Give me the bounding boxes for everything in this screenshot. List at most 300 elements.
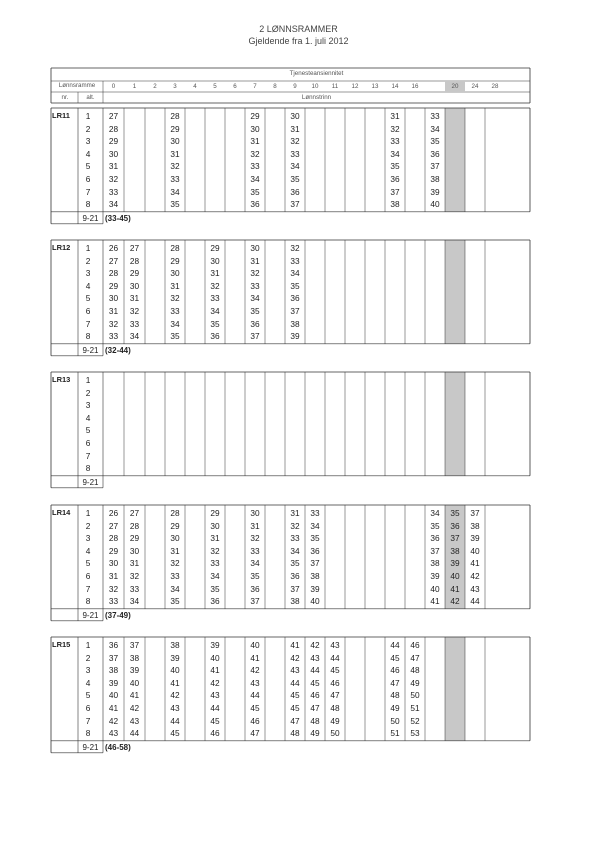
alt-number: 7 (85, 715, 91, 726)
salary-step-cell: 34 (290, 161, 300, 172)
salary-step-cell: 32 (290, 520, 300, 531)
salary-step-cell: 26 (108, 243, 119, 253)
header-year-19: 28 (491, 83, 499, 90)
salary-step-cell: 28 (129, 255, 140, 266)
salary-step-cell: 43 (210, 690, 220, 701)
salary-step-cell: 35 (310, 533, 320, 544)
salary-step-cell: 45 (290, 690, 300, 701)
salary-step-cell: 44 (390, 640, 400, 650)
salary-step-cell: 36 (390, 174, 400, 184)
salary-step-cell: 32 (108, 583, 119, 594)
salary-step-cell: 34 (170, 186, 180, 197)
salary-step-cell: 50 (330, 728, 340, 739)
salary-step-cell: 36 (108, 640, 119, 650)
salary-step-cell: 30 (290, 111, 300, 121)
salary-step-cell: 41 (250, 652, 260, 663)
salary-step-cell: 31 (290, 123, 300, 134)
salary-step-cell: 38 (310, 571, 320, 581)
alt-number: 4 (85, 545, 91, 556)
alt-number: 2 (85, 123, 91, 134)
salary-step-cell: 40 (470, 545, 480, 556)
salary-step-cell: 39 (430, 571, 440, 581)
salary-step-cell: 42 (290, 652, 300, 663)
salary-step-cell: 29 (170, 123, 180, 134)
salary-step-cell: 33 (250, 280, 260, 291)
salary-step-cell: 32 (129, 306, 140, 316)
salary-step-cell: 37 (430, 545, 440, 556)
alt-number: 7 (85, 450, 91, 461)
salary-step-cell: 42 (470, 571, 480, 581)
alt-number: 8 (85, 728, 91, 739)
salary-step-cell: 32 (170, 161, 180, 172)
salary-step-cell: 31 (210, 268, 220, 279)
salary-step-cell: 32 (210, 545, 220, 556)
salary-step-cell: 37 (250, 331, 260, 342)
salary-step-cell: 31 (129, 558, 140, 569)
salary-step-cell: 36 (250, 583, 260, 594)
alt-number: 5 (85, 558, 91, 569)
salary-step-cell: 35 (250, 306, 260, 316)
alt-number: 3 (85, 665, 91, 676)
salary-step-cell: 29 (170, 520, 180, 531)
salary-step-cell: 34 (129, 331, 140, 342)
alt-number: 6 (85, 703, 91, 713)
alt-number: 5 (85, 425, 91, 436)
salary-step-cell: 34 (170, 583, 180, 594)
salary-step-cell: 32 (290, 243, 300, 253)
salary-step-cell: 44 (210, 703, 220, 713)
range-label: 9-21 (82, 345, 99, 355)
salary-step-cell: 35 (430, 520, 440, 531)
salary-step-cell: 46 (210, 728, 220, 739)
alt-number: 7 (85, 186, 91, 197)
header-year-3: 3 (173, 83, 177, 90)
salary-step-cell: 35 (170, 331, 180, 342)
salary-step-cell: 37 (290, 306, 300, 316)
salary-step-cell: 51 (390, 728, 400, 739)
salary-step-cell: 43 (330, 640, 340, 650)
salary-step-cell: 47 (310, 703, 320, 713)
salary-step-cell: 35 (290, 174, 300, 184)
salary-step-cell: 33 (290, 255, 300, 266)
salary-step-cell: 52 (410, 715, 420, 726)
salary-step-cell: 46 (390, 665, 400, 676)
salary-step-cell: 35 (210, 318, 220, 329)
salary-step-cell: 34 (290, 545, 300, 556)
header-lonnstrinn: Lønnstrinn (301, 94, 332, 101)
salary-step-cell: 38 (430, 558, 440, 569)
salary-step-cell: 45 (170, 728, 180, 739)
page-title: 2 LØNNSRAMMER (259, 24, 338, 34)
salary-step-cell: 38 (430, 174, 440, 184)
salary-step-cell: 36 (310, 545, 320, 556)
salary-step-cell: 48 (390, 690, 400, 701)
salary-step-cell: 41 (129, 690, 140, 701)
salary-step-cell: 35 (290, 558, 300, 569)
header-year-5: 5 (213, 83, 217, 90)
salary-step-cell: 27 (108, 255, 119, 266)
salary-step-cell: 36 (250, 199, 260, 210)
header-alt: alt. (86, 94, 95, 101)
block-name-LR14: LR14 (52, 508, 71, 517)
salary-step-cell: 41 (210, 665, 220, 676)
salary-step-cell: 37 (310, 558, 320, 569)
salary-step-cell: 44 (170, 715, 180, 726)
salary-step-cell: 34 (310, 520, 320, 531)
salary-step-cell: 33 (210, 558, 220, 569)
salary-step-cell: 50 (410, 690, 420, 701)
alt-number: 1 (85, 375, 91, 385)
alt-number: 4 (85, 677, 91, 688)
salary-step-cell: 33 (129, 318, 140, 329)
salary-step-cell: 47 (330, 690, 340, 701)
salary-step-cell: 38 (290, 596, 300, 607)
salary-step-cell: 45 (310, 677, 320, 688)
shaded-column (445, 372, 465, 476)
salary-step-cell: 35 (290, 280, 300, 291)
salary-step-cell: 45 (390, 652, 400, 663)
salary-step-cell: 43 (290, 665, 300, 676)
salary-step-cell: 31 (250, 520, 260, 531)
salary-step-cell: 31 (108, 161, 119, 172)
salary-step-cell: 46 (330, 677, 340, 688)
salary-step-cell: 31 (250, 255, 260, 266)
block-name-LR15: LR15 (52, 640, 71, 649)
salary-step-cell: 43 (470, 583, 480, 594)
alt-number: 2 (85, 255, 91, 266)
alt-number: 1 (85, 111, 91, 121)
range-label: 9-21 (82, 213, 99, 223)
salary-step-cell: 28 (170, 243, 180, 253)
salary-step-cell: 28 (108, 533, 119, 544)
salary-step-cell: 51 (410, 703, 420, 713)
salary-step-cell: 45 (290, 703, 300, 713)
alt-number: 4 (85, 148, 91, 159)
salary-step-cell: 37 (290, 583, 300, 594)
salary-step-cell: 31 (170, 280, 180, 291)
salary-step-cell: 49 (390, 703, 400, 713)
salary-step-cell: 33 (170, 571, 180, 581)
alt-number: 2 (85, 520, 91, 531)
salary-step-cell: 44 (330, 652, 340, 663)
salary-step-cell: 28 (108, 268, 119, 279)
salary-step-cell: 38 (450, 545, 460, 556)
salary-step-cell: 47 (390, 677, 400, 688)
salary-step-cell: 36 (290, 571, 300, 581)
salary-step-cell: 46 (250, 715, 260, 726)
salary-step-cell: 34 (250, 293, 260, 304)
salary-step-cell: 41 (470, 558, 480, 569)
salary-step-cell: 34 (250, 558, 260, 569)
salary-step-cell: 46 (410, 640, 420, 650)
salary-step-cell: 34 (210, 306, 220, 316)
alt-number: 1 (85, 640, 91, 650)
salary-step-cell: 35 (170, 199, 180, 210)
salary-step-cell: 35 (250, 571, 260, 581)
salary-step-cell: 30 (129, 545, 140, 556)
salary-step-cell: 36 (210, 331, 220, 342)
salary-step-cell: 38 (108, 665, 119, 676)
salary-step-cell: 40 (129, 677, 140, 688)
salary-step-cell: 39 (450, 558, 460, 569)
salary-step-cell: 37 (108, 652, 119, 663)
salary-step-cell: 30 (250, 508, 260, 518)
alt-number: 5 (85, 161, 91, 172)
salary-step-cell: 30 (170, 533, 180, 544)
salary-step-cell: 35 (210, 583, 220, 594)
alt-number: 6 (85, 306, 91, 316)
header-year-9: 9 (293, 83, 297, 90)
header-year-2: 2 (153, 83, 157, 90)
header-year-13: 13 (371, 83, 379, 90)
salary-step-cell: 37 (470, 508, 480, 518)
salary-step-cell: 32 (290, 136, 300, 147)
salary-step-cell: 42 (450, 596, 460, 607)
salary-step-cell: 53 (410, 728, 420, 739)
salary-step-cell: 42 (310, 640, 320, 650)
salary-step-cell: 39 (430, 186, 440, 197)
salary-step-cell: 34 (430, 508, 440, 518)
salary-step-cell: 31 (250, 136, 260, 147)
salary-step-cell: 30 (210, 520, 220, 531)
salary-step-cell: 33 (310, 508, 320, 518)
salary-step-cell: 32 (250, 148, 260, 159)
salary-step-cell: 35 (390, 161, 400, 172)
salary-step-cell: 48 (290, 728, 300, 739)
salary-step-cell: 37 (390, 186, 400, 197)
header-year-0: 0 (111, 83, 116, 90)
salary-step-cell: 37 (450, 533, 460, 544)
salary-step-cell: 42 (210, 677, 220, 688)
salary-step-cell: 28 (108, 123, 119, 134)
salary-step-cell: 38 (470, 520, 480, 531)
alt-number: 8 (85, 331, 91, 342)
salary-step-cell: 34 (290, 268, 300, 279)
salary-step-cell: 37 (250, 596, 260, 607)
salary-step-cell: 33 (170, 174, 180, 184)
salary-step-cell: 47 (410, 652, 420, 663)
alt-number: 5 (85, 690, 91, 701)
header-year-6: 6 (233, 83, 237, 90)
shaded-column (445, 240, 465, 344)
alt-number: 4 (85, 412, 91, 423)
salary-step-cell: 33 (170, 306, 180, 316)
salary-step-cell: 33 (108, 331, 119, 342)
salary-step-cell: 36 (430, 148, 440, 159)
salary-step-cell: 29 (210, 243, 220, 253)
salary-step-cell: 33 (390, 136, 400, 147)
salary-step-cell: 36 (450, 520, 460, 531)
range-value: (32-44) (105, 345, 131, 355)
salary-step-cell: 28 (170, 508, 180, 518)
block-name-LR13: LR13 (52, 375, 71, 384)
alt-number: 3 (85, 533, 91, 544)
header-year-4: 4 (193, 83, 197, 90)
salary-step-cell: 45 (330, 665, 340, 676)
salary-step-cell: 29 (129, 533, 140, 544)
salary-step-cell: 31 (210, 533, 220, 544)
salary-step-cell: 28 (129, 520, 140, 531)
alt-number: 2 (85, 652, 91, 663)
salary-step-cell: 34 (170, 318, 180, 329)
salary-step-cell: 38 (129, 652, 140, 663)
salary-step-cell: 33 (108, 596, 119, 607)
salary-step-cell: 39 (310, 583, 320, 594)
salary-step-cell: 31 (108, 571, 119, 581)
header-year-12: 12 (351, 83, 359, 90)
salary-step-cell: 33 (108, 186, 119, 197)
header-year-17: 20 (451, 83, 459, 90)
salary-step-cell: 39 (290, 331, 300, 342)
salary-step-cell: 30 (250, 123, 260, 134)
block-name-LR11: LR11 (52, 111, 70, 120)
salary-step-cell: 29 (108, 545, 119, 556)
salary-step-cell: 31 (170, 148, 180, 159)
alt-number: 6 (85, 174, 91, 184)
alt-number: 3 (85, 400, 91, 411)
salary-step-cell: 30 (129, 280, 140, 291)
salary-step-cell: 33 (290, 148, 300, 159)
salary-step-cell: 29 (210, 508, 220, 518)
salary-step-cell: 49 (330, 715, 340, 726)
salary-step-cell: 36 (290, 186, 300, 197)
salary-step-cell: 32 (250, 533, 260, 544)
salary-step-cell: 35 (170, 596, 180, 607)
salary-step-cell: 37 (129, 640, 140, 650)
page-subtitle: Gjeldende fra 1. juli 2012 (248, 36, 349, 46)
salary-step-cell: 39 (170, 652, 180, 663)
header-year-8: 8 (273, 83, 277, 90)
salary-step-cell: 31 (129, 293, 140, 304)
salary-step-cell: 40 (430, 583, 440, 594)
salary-step-cell: 36 (250, 318, 260, 329)
salary-step-cell: 48 (310, 715, 320, 726)
salary-step-cell: 41 (290, 640, 300, 650)
salary-step-cell: 44 (470, 596, 480, 607)
salary-step-cell: 28 (170, 111, 180, 121)
salary-step-cell: 29 (129, 268, 140, 279)
salary-step-cell: 42 (250, 665, 260, 676)
salary-step-cell: 34 (108, 199, 119, 210)
salary-step-cell: 31 (390, 111, 400, 121)
salary-step-cell: 41 (108, 703, 119, 713)
salary-step-cell: 43 (310, 652, 320, 663)
range-value: (37-49) (105, 610, 131, 620)
salary-step-cell: 31 (290, 508, 300, 518)
salary-step-cell: 31 (170, 545, 180, 556)
salary-step-cell: 32 (108, 318, 119, 329)
salary-step-cell: 37 (290, 199, 300, 210)
salary-step-cell: 27 (129, 243, 140, 253)
salary-step-cell: 29 (250, 111, 260, 121)
alt-number: 6 (85, 438, 91, 448)
salary-step-cell: 45 (250, 703, 260, 713)
block-name-LR12: LR12 (52, 243, 71, 252)
salary-step-cell: 44 (250, 690, 260, 701)
salary-step-cell: 33 (290, 533, 300, 544)
salary-step-cell: 27 (108, 520, 119, 531)
salary-step-cell: 32 (390, 123, 400, 134)
header-tjenesteansiennitet: Tjenesteansiennitet (289, 70, 344, 77)
salary-step-cell: 26 (108, 508, 119, 518)
salary-step-cell: 48 (330, 703, 340, 713)
alt-number: 1 (85, 243, 91, 253)
salary-step-cell: 39 (470, 533, 480, 544)
salary-step-cell: 43 (170, 703, 180, 713)
salary-step-cell: 30 (108, 293, 119, 304)
shaded-column (445, 637, 465, 741)
salary-step-cell: 35 (430, 136, 440, 147)
header-nr: nr. (61, 94, 69, 101)
alt-number: 8 (85, 199, 91, 210)
alt-number: 1 (85, 508, 91, 518)
salary-step-cell: 41 (430, 596, 440, 607)
salary-step-cell: 30 (108, 148, 119, 159)
salary-step-cell: 41 (450, 583, 460, 594)
salary-step-cell: 32 (108, 174, 119, 184)
salary-step-cell: 27 (108, 111, 119, 121)
salary-step-cell: 45 (210, 715, 220, 726)
range-value: (33-45) (105, 213, 131, 223)
alt-number: 2 (85, 387, 91, 398)
salary-step-cell: 34 (250, 174, 260, 184)
salary-step-cell: 30 (250, 243, 260, 253)
alt-number: 7 (85, 318, 91, 329)
salary-step-cell: 30 (170, 136, 180, 147)
salary-step-cell: 40 (210, 652, 220, 663)
salary-step-cell: 38 (390, 199, 400, 210)
header-year-15: 16 (411, 83, 419, 90)
salary-step-cell: 29 (108, 280, 119, 291)
range-label: 9-21 (82, 610, 99, 620)
header-year-1: 1 (132, 83, 137, 90)
salary-step-cell: 40 (108, 690, 119, 701)
salary-step-cell: 44 (129, 728, 140, 739)
salary-step-cell: 27 (129, 508, 140, 518)
salary-step-cell: 34 (129, 596, 140, 607)
salary-step-cell: 36 (210, 596, 220, 607)
salary-step-cell: 32 (170, 558, 180, 569)
salary-step-cell: 34 (390, 148, 400, 159)
salary-step-cell: 32 (250, 268, 260, 279)
salary-step-cell: 47 (250, 728, 260, 739)
salary-step-cell: 40 (250, 640, 260, 650)
salary-step-cell: 43 (129, 715, 140, 726)
salary-step-cell: 37 (430, 161, 440, 172)
shaded-column (445, 108, 465, 212)
salary-step-cell: 34 (430, 123, 440, 134)
salary-step-cell: 32 (170, 293, 180, 304)
alt-number: 3 (85, 136, 91, 147)
salary-step-cell: 44 (290, 677, 300, 688)
salary-step-cell: 34 (210, 571, 220, 581)
salary-step-cell: 49 (310, 728, 320, 739)
alt-number: 8 (85, 463, 91, 474)
alt-number: 4 (85, 280, 91, 291)
salary-step-cell: 35 (250, 186, 260, 197)
salary-step-cell: 32 (210, 280, 220, 291)
range-label: 9-21 (82, 742, 99, 752)
header-year-18: 24 (471, 83, 479, 90)
salary-step-cell: 30 (210, 255, 220, 266)
salary-step-cell: 30 (108, 558, 119, 569)
salary-step-cell: 39 (108, 677, 119, 688)
range-value: (46-58) (105, 742, 131, 752)
range-label: 9-21 (82, 477, 99, 487)
salary-step-cell: 36 (290, 293, 300, 304)
header-lonnsramme: Lønnsramme (58, 82, 96, 89)
salary-step-cell: 48 (410, 665, 420, 676)
